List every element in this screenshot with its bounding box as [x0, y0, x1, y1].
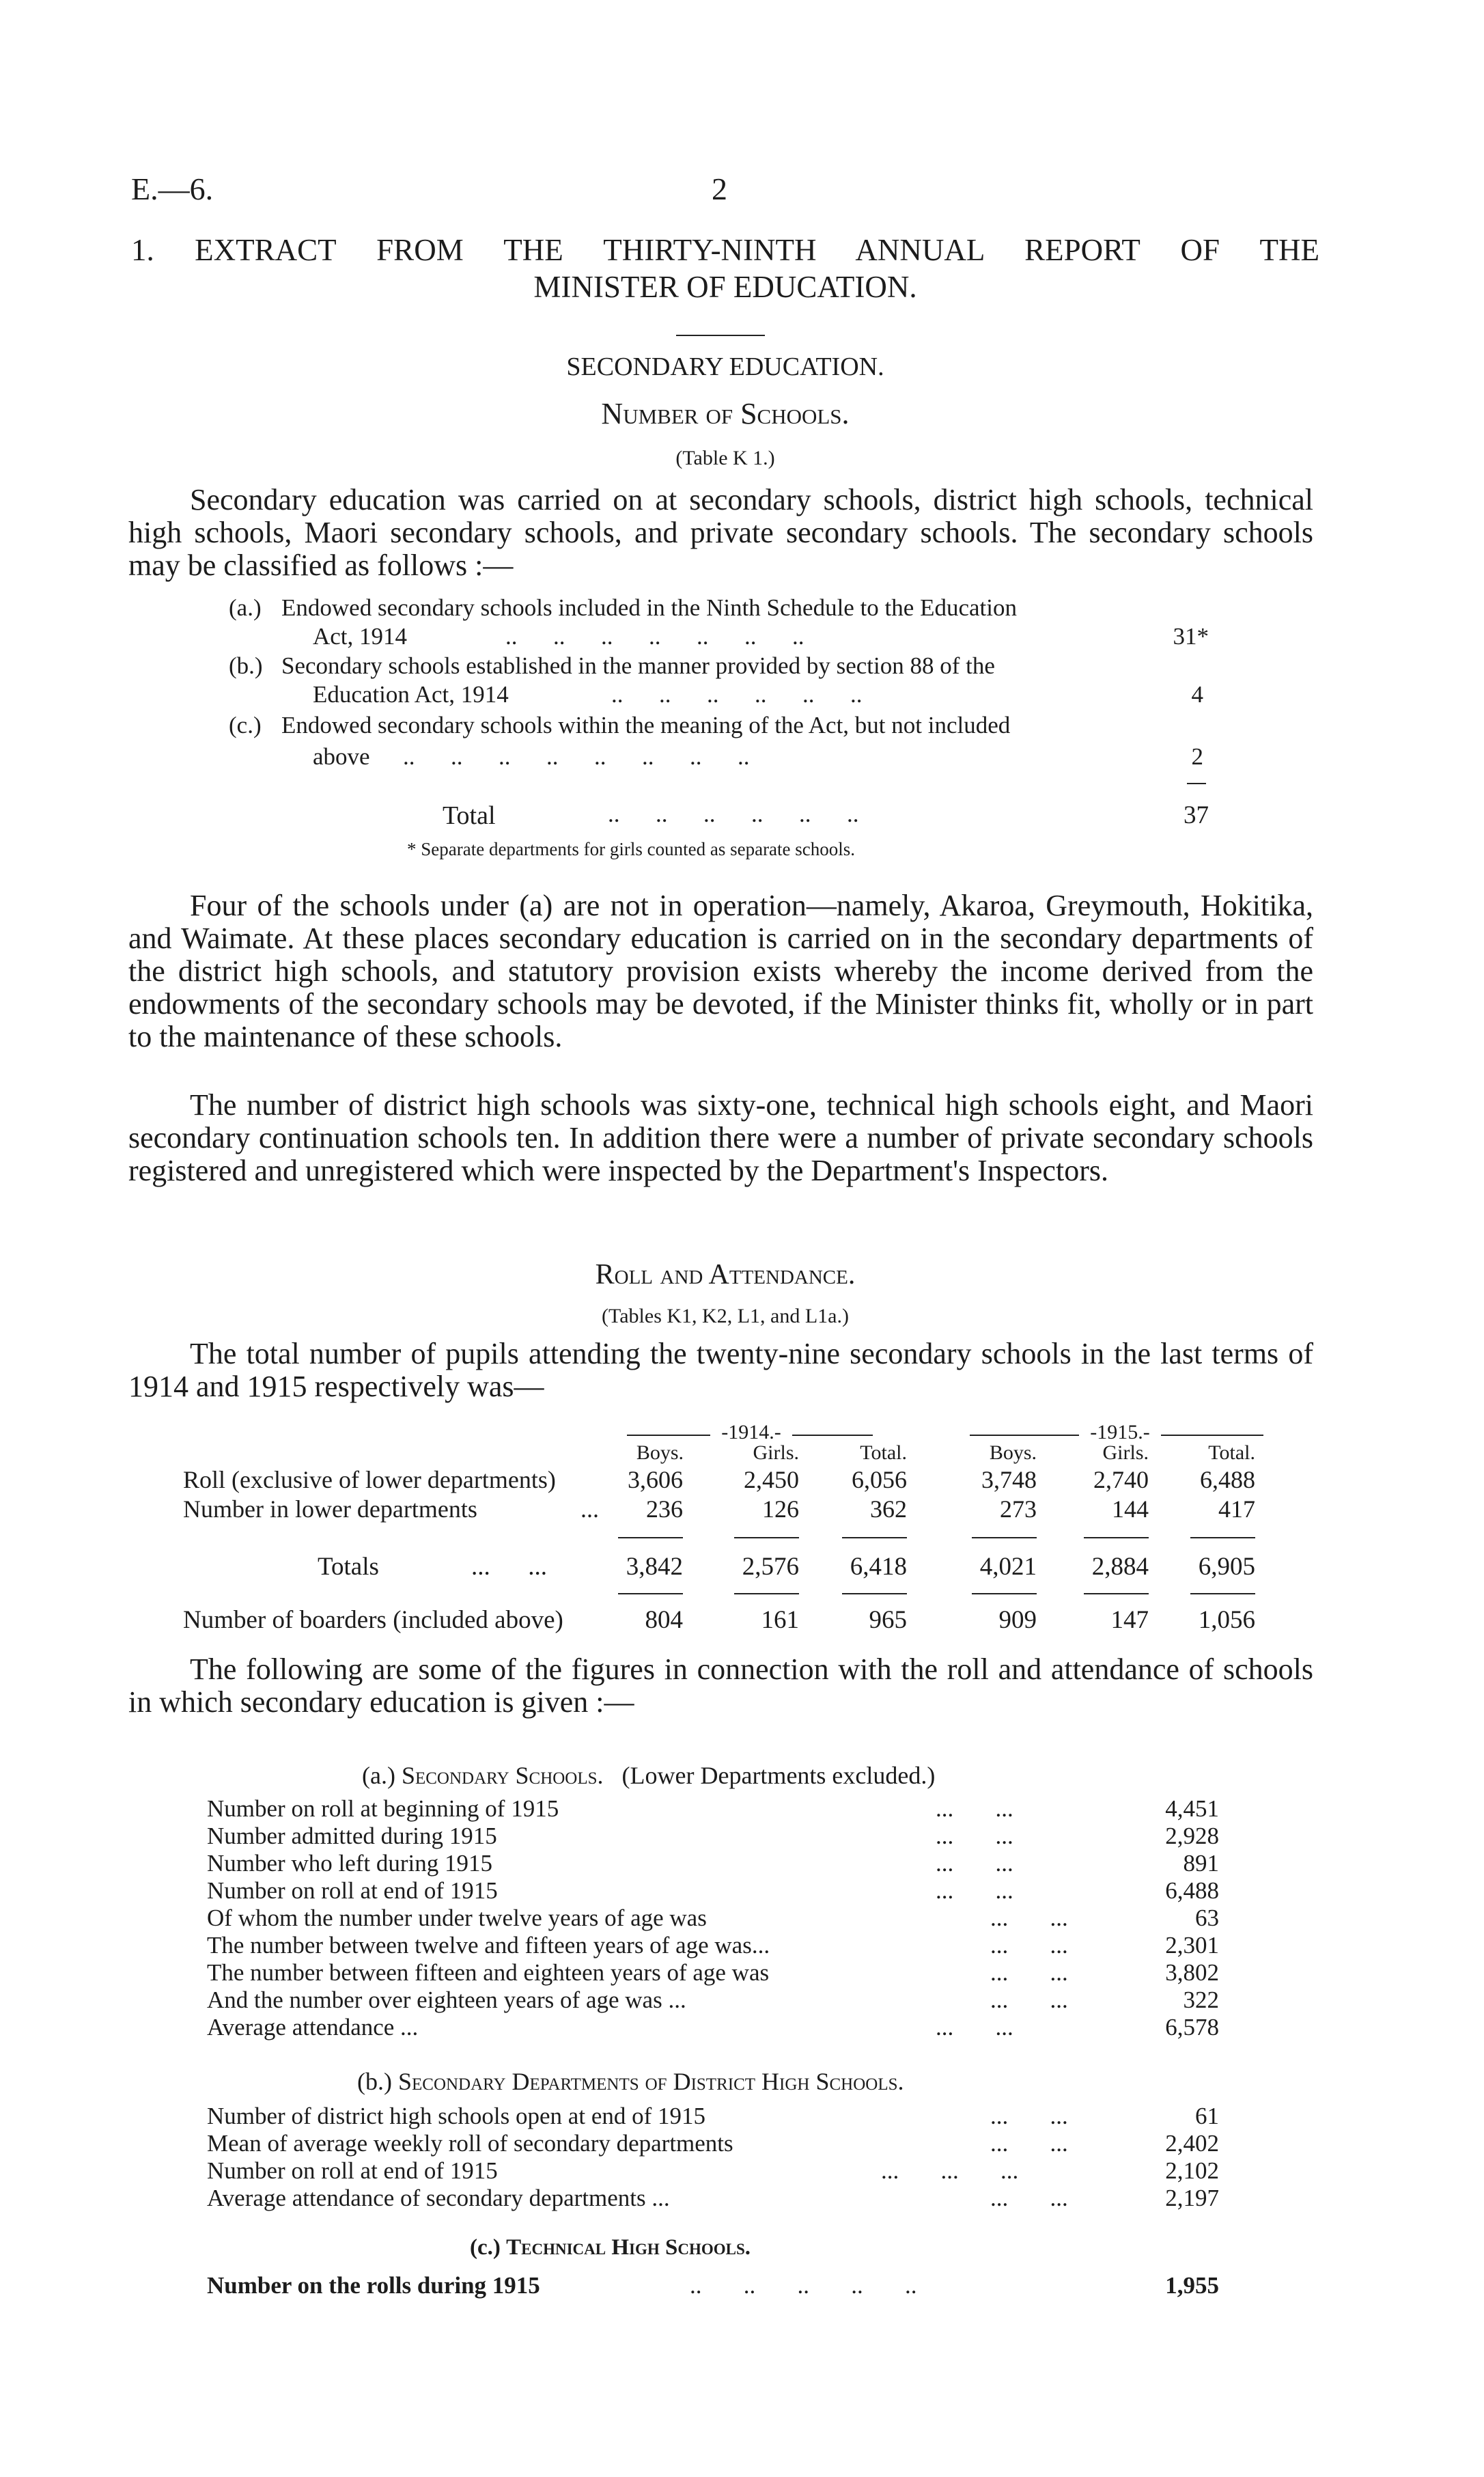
schools-operation-paragraph: Four of the schools under (a) are not in operation—namely, Akaroa, Greymouth, Hokitika, and Waimate. At these places secondary education is carried on in the secondary departments of the district high schools, and statutory provision exists whereby the income derived from the endowments of the secondary schools may be devoted, if the Minister thinks fit, wholly or in part to the maintenance of these schools. — [128, 889, 1313, 1053]
report-title-line1: 1. EXTRACT FROM THE THIRTY-NINTH ANNUAL REPORT OF THE — [131, 233, 1319, 267]
report-title-line2: MINISTER OF EDUCATION. — [533, 270, 917, 304]
boarders-rule — [1084, 1593, 1149, 1594]
heading-letter: (a.) — [362, 1762, 395, 1789]
list-item: Number on roll at beginning of 1915 — [207, 1795, 559, 1822]
item-b-leader: .. .. .. .. .. .. — [611, 681, 863, 708]
lower-dept-row-label: Number in lower departments — [183, 1495, 477, 1523]
technical-rolls-value: 1,955 — [1165, 2272, 1219, 2299]
boarders-boys-1915: 909 — [998, 1606, 1037, 1634]
list-item-value: 6,578 — [1165, 2014, 1219, 2040]
boarders-girls-1915: 147 — [1110, 1606, 1149, 1634]
leader-dots: ... ... — [990, 1987, 1068, 2013]
list-item: Number admitted during 1915 — [207, 1823, 497, 1849]
following-figures-paragraph: The following are some of the figures in connection with the roll and attendance of schools in which secondary education is given :— — [128, 1652, 1313, 1719]
item-c-leader: .. .. .. .. .. .. .. .. — [403, 743, 750, 770]
list-item-value: 2,301 — [1165, 1932, 1219, 1959]
item-c-letter: (c.) — [229, 712, 262, 738]
roll-girls-1914: 2,450 — [744, 1466, 799, 1493]
totals-rule — [1084, 1537, 1149, 1538]
list-item-value: 4,451 — [1165, 1795, 1219, 1822]
item-c-line2: above — [313, 743, 370, 770]
leader-dots: ... ... — [990, 1905, 1068, 1931]
roll-boys-1914: 3,606 — [628, 1466, 683, 1493]
roll-girls-1915: 2,740 — [1093, 1466, 1149, 1493]
totals-rule — [972, 1537, 1037, 1538]
list-item-value: 2,402 — [1165, 2130, 1219, 2157]
roll-intro-paragraph: The total number of pupils attending the twenty-nine secondary schools in the last terms of 1914 and 1915 respectively was— — [128, 1337, 1313, 1403]
col-girls-1915: Girls. — [1102, 1441, 1149, 1464]
title-divider — [676, 335, 765, 336]
list-item-value: 61 — [1195, 2103, 1219, 2129]
totals-total-1914: 6,418 — [850, 1553, 907, 1581]
totals-boys-1914: 3,842 — [626, 1553, 683, 1581]
leader-dots: ... ... — [936, 1823, 1013, 1849]
boarders-rule — [972, 1593, 1037, 1594]
technical-rolls-label: Number on the rolls during 1915 — [207, 2272, 540, 2299]
lower-boys-1915: 273 — [1000, 1495, 1037, 1523]
heading-letter: (b.) — [357, 2068, 392, 2095]
total-value: 37 — [1184, 801, 1209, 829]
district-high-heading — [357, 2067, 904, 2096]
list-item-value: 322 — [1183, 1987, 1219, 2013]
item-b-value: 4 — [1191, 681, 1203, 708]
list-item-value: 891 — [1183, 1850, 1219, 1877]
totals-rule — [1190, 1537, 1255, 1538]
list-item-value: 63 — [1195, 1905, 1219, 1931]
roll-row-label: Roll (exclusive of lower departments) — [183, 1466, 556, 1493]
list-item: Number who left during 1915 — [207, 1850, 492, 1877]
page-number: 2 — [712, 171, 727, 206]
col-girls-1914: Girls. — [753, 1441, 799, 1464]
table-k1-reference: (Table K 1.) — [675, 447, 775, 469]
totals-boys-1915: 4,021 — [979, 1553, 1037, 1581]
list-item: And the number over eighteen years of age was ... — [207, 1987, 686, 2013]
section-title: SECONDARY EDUCATION. — [566, 352, 884, 381]
lower-dept-leader: ... — [580, 1495, 599, 1523]
list-item-value: 6,488 — [1165, 1877, 1219, 1904]
list-item: Number on roll at end of 1915 — [207, 2157, 498, 2184]
leader-dots: ... ... — [990, 2103, 1068, 2129]
heading-name: Secondary Departments of District High Schools. — [397, 2068, 904, 2095]
leader-dots: ... ... — [990, 2130, 1068, 2157]
leader-dots: ... ... — [990, 2185, 1068, 2211]
number-of-schools-heading: Number of Schools. — [601, 397, 850, 430]
item-a-letter: (a.) — [229, 594, 262, 621]
leader-dots: ... ... — [990, 1932, 1068, 1959]
item-a-value: 31* — [1173, 623, 1209, 650]
boarders-rule — [734, 1593, 799, 1594]
list-item: Mean of average weekly roll of secondary departments — [207, 2130, 733, 2157]
total-rule — [1187, 783, 1206, 784]
item-b-line1: Secondary schools established in the manner provided by section 88 of the — [281, 652, 995, 679]
boarders-rule — [618, 1593, 683, 1594]
total-label: Total — [443, 801, 496, 830]
item-a-leader: .. .. .. .. .. .. .. — [505, 623, 804, 650]
heading-letter: (c.) — [470, 2235, 501, 2260]
totals-rule — [842, 1537, 907, 1538]
technical-heading — [470, 2235, 751, 2260]
boarders-total-1914: 965 — [869, 1606, 907, 1634]
totals-label: Totals — [318, 1553, 379, 1581]
year-1915-label: -1915.- — [1079, 1421, 1161, 1444]
technical-leader: .. .. .. .. .. — [690, 2272, 917, 2299]
list-item: Average attendance ... — [207, 2014, 419, 2040]
secondary-schools-heading — [362, 1761, 935, 1790]
list-item: Number on roll at end of 1915 — [207, 1877, 498, 1904]
boarders-boys-1914: 804 — [645, 1606, 683, 1634]
leader-dots: ... ... — [936, 1795, 1013, 1822]
col-boys-1914: Boys. — [636, 1441, 684, 1464]
boarders-rule — [842, 1593, 907, 1594]
totals-total-1915: 6,905 — [1198, 1553, 1255, 1581]
list-item-value: 3,802 — [1165, 1959, 1219, 1986]
roll-boys-1915: 3,748 — [981, 1466, 1037, 1493]
totals-girls-1915: 2,884 — [1091, 1553, 1149, 1581]
col-boys-1915: Boys. — [989, 1441, 1037, 1464]
boarders-rule — [1190, 1593, 1255, 1594]
totals-rule — [734, 1537, 799, 1538]
lower-total-1915: 417 — [1218, 1495, 1255, 1523]
item-c-line1: Endowed secondary schools within the meaning of the Act, but not included — [281, 712, 1011, 738]
leader-dots: ... ... ... — [881, 2157, 1019, 2184]
lower-total-1914: 362 — [870, 1495, 907, 1523]
school-counts-paragraph: The number of district high schools was sixty-one, technical high schools eight, and Maori secondary continuation schools ten. In addition there were a number of private secondary schools registered and unregistered which were inspected by the Department's Inspectors. — [128, 1088, 1313, 1187]
list-item: The number between twelve and fifteen years of age was... — [207, 1932, 770, 1959]
list-item-value: 2,102 — [1165, 2157, 1219, 2184]
lower-girls-1915: 144 — [1112, 1495, 1149, 1523]
roll-total-1915: 6,488 — [1200, 1466, 1255, 1493]
heading-note: (Lower Departments excluded.) — [621, 1762, 936, 1789]
footnote: * Separate departments for girls counted as separate schools. — [407, 839, 856, 859]
boarders-label: Number of boarders (included above) — [183, 1606, 563, 1634]
schools-intro-paragraph: Secondary education was carried on at secondary schools, district high schools, technical high schools, Maori secondary schools, and private secondary schools. The secondary schools may be classified as follows :— — [128, 483, 1313, 582]
roll-total-1914: 6,056 — [852, 1466, 907, 1493]
leader-dots: ... ... — [936, 2014, 1013, 2040]
item-b-letter: (b.) — [229, 652, 263, 679]
heading-name: Secondary Schools. — [401, 1762, 604, 1789]
leader-dots: ... ... — [936, 1877, 1013, 1904]
roll-table-reference: (Tables K1, K2, L1, and L1a.) — [602, 1305, 849, 1327]
list-item: Average attendance of secondary departments ... — [207, 2185, 670, 2211]
totals-girls-1914: 2,576 — [742, 1553, 799, 1581]
list-item-value: 2,928 — [1165, 1823, 1219, 1849]
leader-dots: ... ... — [990, 1959, 1068, 1986]
lower-boys-1914: 236 — [646, 1495, 683, 1523]
item-a-line2: Act, 1914 — [313, 623, 408, 650]
totals-rule — [618, 1537, 683, 1538]
year-1914-label: -1914.- — [710, 1421, 792, 1444]
item-a-line1: Endowed secondary schools included in the Ninth Schedule to the Education — [281, 594, 1017, 621]
list-item-value: 2,197 — [1165, 2185, 1219, 2211]
leader-dots: ... ... — [936, 1850, 1013, 1877]
lower-girls-1914: 126 — [762, 1495, 799, 1523]
list-item: The number between fifteen and eighteen years of age was — [207, 1959, 770, 1986]
totals-leader: ... ... — [471, 1553, 547, 1581]
col-total-1915: Total. — [1208, 1441, 1255, 1464]
heading-name: Technical High Schools. — [506, 2235, 751, 2260]
item-c-value: 2 — [1191, 743, 1203, 770]
roll-attendance-heading: Roll and Attendance. — [595, 1259, 856, 1290]
boarders-total-1915: 1,056 — [1198, 1606, 1255, 1634]
boarders-girls-1914: 161 — [761, 1606, 799, 1634]
list-item: Number of district high schools open at end of 1915 — [207, 2103, 706, 2129]
total-leader: .. .. .. .. .. .. — [608, 801, 859, 827]
col-total-1914: Total. — [860, 1441, 907, 1464]
item-b-line2: Education Act, 1914 — [313, 681, 509, 708]
list-item: Of whom the number under twelve years of age was — [207, 1905, 707, 1931]
report-code: E.—6. — [131, 171, 214, 206]
